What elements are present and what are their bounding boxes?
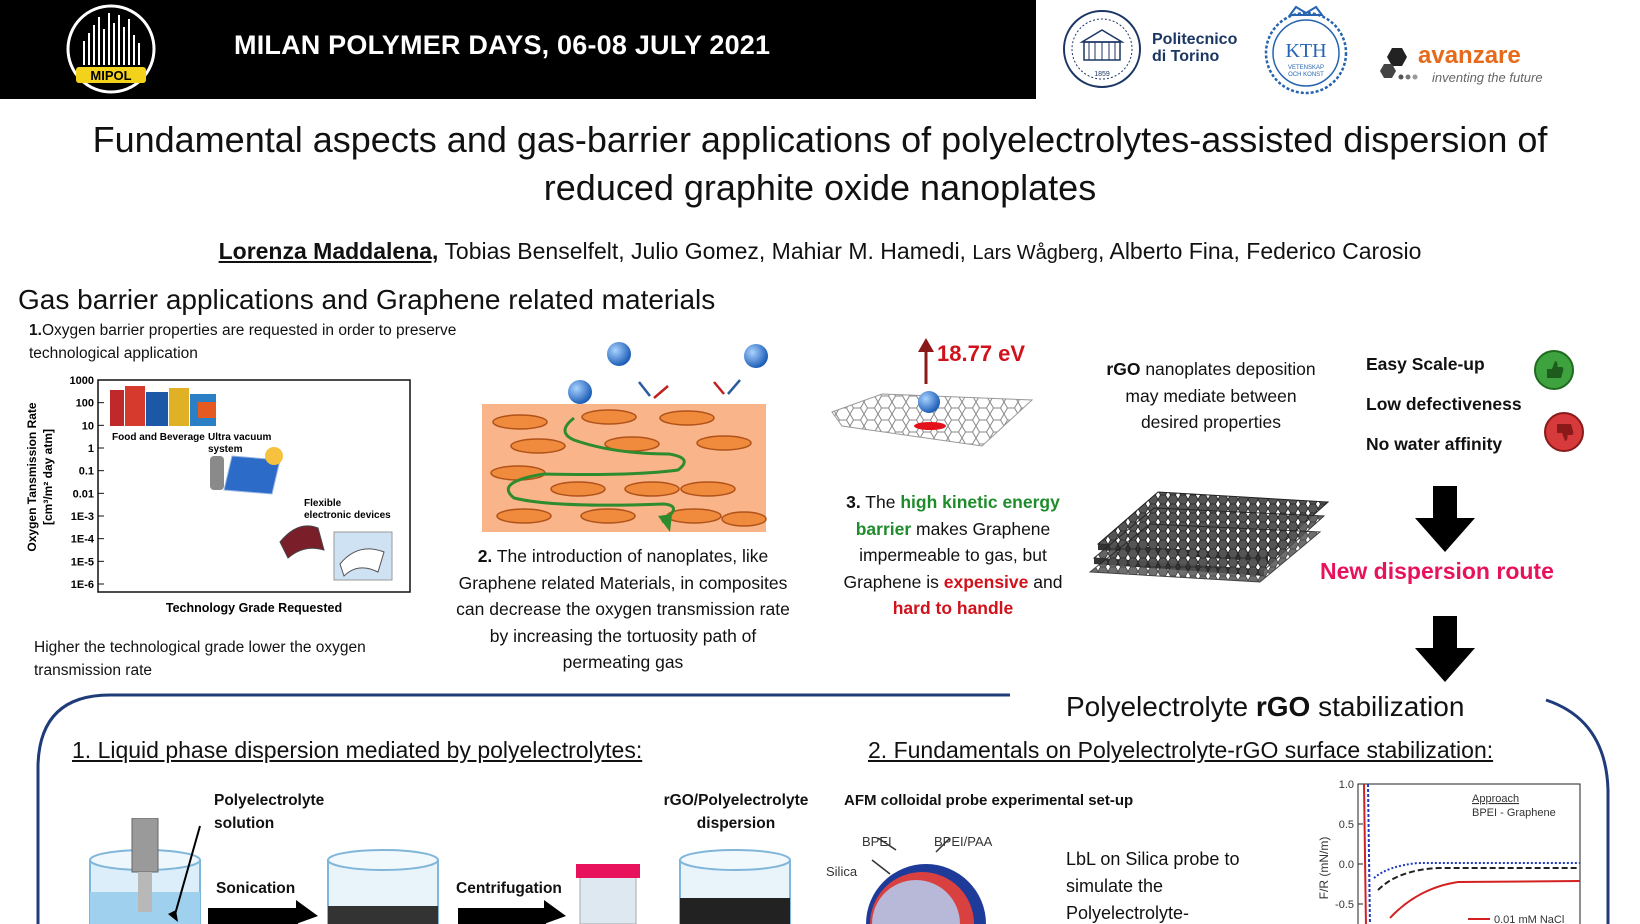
panel1-footnote: Higher the technological grade lower the oxygen transmission rate [34,639,366,679]
force-tick-label: 0.5 [1338,819,1354,831]
prop-low-defectiveness: Low defectiveness [1366,394,1522,414]
sonication-label: Sonication [216,880,296,897]
force-tick-label: 1.0 [1338,779,1354,791]
presenting-author: Lorenza Maddalena, [218,238,439,264]
avanzare-name: avanzare [1418,42,1521,69]
otr-tick-label: 1 [87,443,94,455]
subsection2-title: 2. Fundamentals on Polyelectrolyte-rGO surface stabilization: [868,737,1494,763]
thumbs-down-icon [1542,410,1586,454]
force-tick-label: -0.5 [1335,899,1354,911]
solution-label: Polyelectrolyte solution [214,792,325,832]
avanzare-hex-icon [1380,44,1420,84]
afm-description: LbL on Silica probe to simulate the Polyelectrolyte- [1066,849,1240,923]
energy-barrier-value: 18.77 eV [937,341,1026,366]
label-vacuum-2: system [208,444,243,455]
force-ylabel: F/R (mN/m) [1317,836,1331,900]
rgo-description: rGO nanoplates deposition may mediate between desired properties [1106,359,1316,432]
svg-text:VETENSKAP: VETENSKAP [1287,65,1325,71]
dispersion-label: rGO/Polyelectrolyte dispersion [663,792,809,832]
force-series-label: 0.01 mM NaCl [1494,914,1565,924]
force-tick-label: 0.0 [1338,859,1354,871]
kth-text: KTH [1285,40,1327,62]
tortuosity-diagram [474,336,774,536]
otr-xlabel: Technology Grade Requested [165,601,343,615]
otr-ylabel-2: [cm³/m² day atm] [41,428,55,526]
afm-title: AFM colloidal probe experimental set-up [844,792,1134,809]
section2-title: Polyelectrolyte rGO stabilization [1066,691,1465,722]
prop-no-water: No water affinity [1366,434,1503,454]
otr-chart [18,372,418,622]
section1-title: Gas barrier applications and Graphene related materials [18,284,716,315]
label-vacuum-1: Ultra vacuum [208,432,272,443]
svg-text:OCH KONST: OCH KONST [1288,72,1324,78]
arrow-down-icon [1415,616,1475,682]
otr-tick-label: 1E-5 [70,556,94,569]
panel2-caption: 2. The introduction of nanoplates, like Graphene related Materials, in composites can decrease the oxygen transmission rate by increasing the tortuosity path of permeating gas [456,546,790,672]
poster-title: Fundamental aspects and gas-barrier applications of polyelectrolytes-assisted dispersion of reduced graphite oxide nanoplates [92,119,1548,208]
polito-name: Politecnico di Torino [1152,31,1238,65]
afm-label-silica: Silica [826,864,858,879]
rgo-stack-image [1088,486,1338,586]
prop-scale-up: Easy Scale-up [1366,354,1485,374]
otr-tick-label: 1E-6 [70,579,94,591]
avanzare-tagline: inventing the future [1432,70,1543,85]
force-curve-chart [1308,778,1588,924]
kth-seal-icon [1260,3,1352,95]
panel1-text: 1.Oxygen barrier properties are requested in order to preserve technological application [29,322,457,362]
conference-title: MILAN POLYMER DAYS, 06-08 JULY 2021 [234,30,771,60]
mipol-logo [58,3,164,95]
mipol-logo-text: MIPOL [90,68,132,83]
otr-tick-label: 1E-3 [70,511,94,523]
author-list: Lorenza Maddalena, Tobias Benselfelt, Julio Gomez, Mahiar M. Hamedi, Lars Wågberg, Alberto Fina, Federico Carosio [218,238,1422,264]
label-flex-1: Flexible [304,498,342,509]
centrifugation-label: Centrifugation [456,880,562,897]
polito-seal-icon [1058,8,1146,90]
arrow-down-icon [1415,486,1475,552]
afm-label-bpei: BPEI [862,834,892,849]
thumbs-up-icon [1532,348,1576,392]
otr-ylabel-1: Oxygen Tansmission Rate [25,402,39,552]
polito-year: 1859 [1094,71,1110,78]
otr-tick-label: 1000 [69,375,94,387]
otr-tick-label: 10 [81,420,94,433]
afm-label-bpei-paa: BPEI/PAA [934,834,993,849]
otr-tick-label: 1E-4 [70,533,94,546]
label-food: Food and Beverage [112,432,205,443]
otr-tick-label: 100 [75,397,94,410]
panel3-caption: 3. The high kinetic energy barrier makes Graphene impermeable to gas, but Graphene is expensive and hard to handle [843,492,1063,618]
otr-tick-label: 0.1 [78,465,94,478]
process-diagram [80,818,820,924]
otr-tick-label: 0.01 [72,488,94,501]
label-flex-2: electronic devices [304,510,391,521]
force-legend-sub: BPEI - Graphene [1472,807,1556,819]
new-dispersion-route: New dispersion route [1320,558,1554,584]
subsection1-title: 1. Liquid phase dispersion mediated by polyelectrolytes: [72,737,643,763]
force-legend-title: Approach [1472,793,1520,805]
